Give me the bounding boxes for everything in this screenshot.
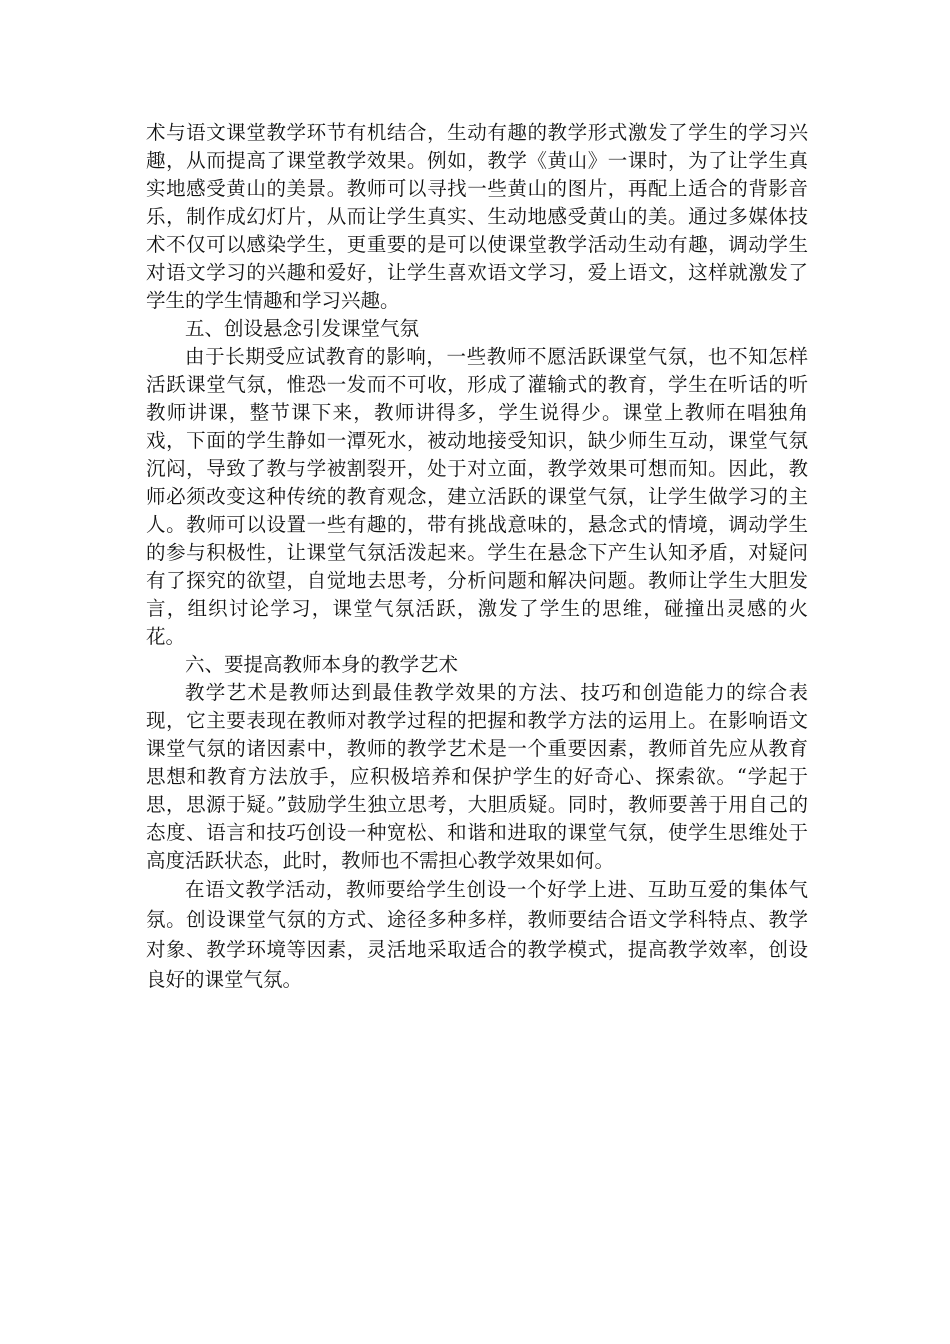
paragraph-conclusion: 在语文教学活动，教师要给学生创设一个好学上进、互助互爱的集体气氛。创设课堂气氛的方式、途径多种多样，教师要结合语文学科特点、教学对象、教学环境等因素，灵活地采取适合的教学模式，提高教学效率，创设良好的课堂气氛。 <box>146 878 808 991</box>
section-heading-five: 五、创设悬念引发课堂气氛 <box>185 317 420 340</box>
paragraph-multimedia-continuation: 术与语文课堂教学环节有机结合，生动有趣的教学形式激发了学生的学习兴趣，从而提高了课堂教学效果。例如，教学《黄山》一课时，为了让学生真实地感受黄山的美景。教师可以寻找一些黄山的图片，再配上适合的背影音乐，制作成幻灯片，从而让学生真实、生动地感受黄山的美。通过多媒体技术不仅可以感染学生，更重要的是可以使课堂教学活动生动有趣，调动学生对语文学习的兴趣和爱好，让学生喜欢语文学习，爱上语文，这样就激发了学生的学生情趣和学习兴趣。 <box>146 121 808 312</box>
paragraph-suspense: 由于长期受应试教育的影响，一些教师不愿活跃课堂气氛，也不知怎样活跃课堂气氛，惟恐一发而不可收，形成了灌输式的教育，学生在听话的听教师讲课，整节课下来，教师讲得多，学生说得少。课堂上教师在唱独角戏，下面的学生静如一潭死水，被动地接受知识，缺少师生互动，课堂气氛沉闷，导致了教与学被割裂开，处于对立面，教学效果可想而知。因此，教师必须改变这种传统的教育观念，建立活跃的课堂气氛，让学生做学习的主人。教师可以设置一些有趣的，带有挑战意味的，悬念式的情境，调动学生的参与积极性，让课堂气氛活泼起来。学生在悬念下产生认知矛盾，对疑问有了探究的欲望，自觉地去思考，分析问题和解决问题。教师让学生大胆发言，组织讨论学习，课堂气氛活跃，激发了学生的思维，碰撞出灵感的火花。 <box>146 345 808 648</box>
paragraph-teaching-art: 教学艺术是教师达到最佳教学效果的方法、技巧和创造能力的综合表现，它主要表现在教师对教学过程的把握和教学方法的运用上。在影响语文课堂气氛的诸因素中，教师的教学艺术是一个重要因素，教师首先应从教育思想和教育方法放手，应积极培养和保护学生的好奇心、探索欲。“学起于思，思源于疑。”鼓励学生独立思考，大胆质疑。同时，教师要善于用自己的态度、语言和技巧创设一种宽松、和谐和进取的课堂气氛，使学生思维处于高度活跃状态，此时，教师也不需担心教学效果如何。 <box>146 681 808 872</box>
document-body <box>146 119 808 995</box>
section-heading-six: 六、要提高教师本身的教学艺术 <box>185 653 459 676</box>
